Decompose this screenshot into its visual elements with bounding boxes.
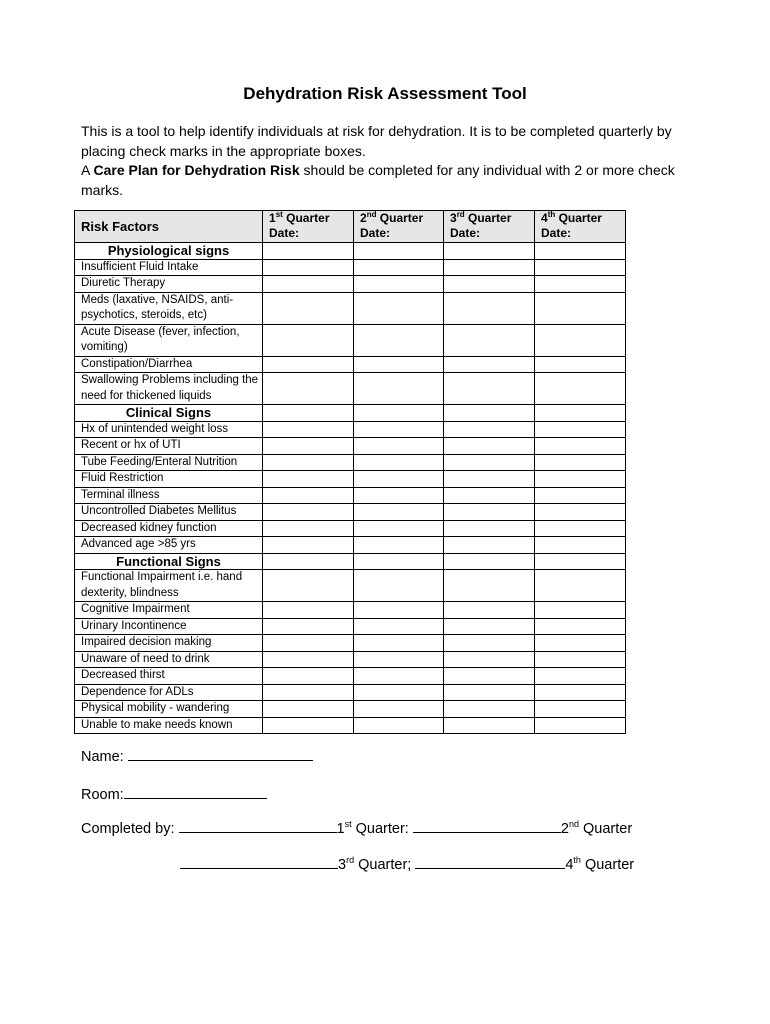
checkmark-box-q1[interactable] bbox=[263, 618, 354, 635]
checkmark-box-q3[interactable] bbox=[444, 373, 535, 405]
checkmark-box-q1[interactable] bbox=[263, 259, 354, 276]
section-row bbox=[75, 553, 626, 570]
checkmark-box-q2[interactable] bbox=[354, 570, 444, 602]
risk-factor-label: Recent or hx of UTI bbox=[75, 438, 263, 455]
table-row bbox=[75, 504, 626, 521]
table-row bbox=[75, 292, 626, 324]
quarter-word: Quarter bbox=[555, 211, 602, 225]
checkmark-box-q2[interactable] bbox=[354, 421, 444, 438]
q4-num: 4 bbox=[565, 857, 574, 873]
risk-factor-label: Meds (laxative, NSAIDS, anti-psychotics, steroids, etc) bbox=[75, 292, 263, 324]
section-empty-cell bbox=[444, 405, 535, 422]
checkmark-box-q1[interactable] bbox=[263, 454, 354, 471]
risk-assessment-table bbox=[74, 210, 626, 734]
checkmark-box-q3[interactable] bbox=[444, 668, 535, 685]
table-row bbox=[75, 717, 626, 734]
checkmark-box-q3[interactable] bbox=[444, 324, 535, 356]
quarter-date-label: Date: bbox=[269, 226, 300, 240]
checkmark-box-q1[interactable] bbox=[263, 717, 354, 734]
checkmark-box-q2[interactable] bbox=[354, 537, 444, 554]
checkmark-box-q2[interactable] bbox=[354, 651, 444, 668]
q1-label: Quarter: bbox=[351, 821, 413, 837]
checkmark-box-q1[interactable] bbox=[263, 602, 354, 619]
checkmark-box-q2[interactable] bbox=[354, 520, 444, 537]
risk-factor-label: Impaired decision making bbox=[75, 635, 263, 652]
care-plan-bold: Care Plan for Dehydration Risk bbox=[93, 162, 300, 178]
checkmark-box-q2[interactable] bbox=[354, 602, 444, 619]
intro-text bbox=[81, 122, 701, 200]
q3-num: 3 bbox=[338, 857, 347, 873]
table-row bbox=[75, 651, 626, 668]
checkmark-box-q4[interactable] bbox=[535, 701, 626, 718]
checkmark-box-q4[interactable] bbox=[535, 292, 626, 324]
checkmark-box-q3[interactable] bbox=[444, 454, 535, 471]
q2-sup: nd bbox=[568, 819, 579, 830]
q4-signature-field[interactable] bbox=[415, 854, 565, 869]
checkmark-box-q3[interactable] bbox=[444, 356, 535, 373]
checkmark-box-q3[interactable] bbox=[444, 259, 535, 276]
section-empty-cell bbox=[354, 405, 444, 422]
checkmark-box-q4[interactable] bbox=[535, 454, 626, 471]
table-row bbox=[75, 635, 626, 652]
risk-factor-label: Hx of unintended weight loss bbox=[75, 421, 263, 438]
quarter-header-4 bbox=[535, 211, 626, 243]
quarter-header-2 bbox=[354, 211, 444, 243]
checkmark-box-q2[interactable] bbox=[354, 276, 444, 293]
section-empty-cell bbox=[263, 553, 354, 570]
checkmark-box-q2[interactable] bbox=[354, 324, 444, 356]
checkmark-box-q3[interactable] bbox=[444, 618, 535, 635]
table-row bbox=[75, 668, 626, 685]
risk-factor-label: Dependence for ADLs bbox=[75, 684, 263, 701]
checkmark-box-q4[interactable] bbox=[535, 324, 626, 356]
quarter-ordinal: th bbox=[547, 210, 556, 219]
section-empty-cell bbox=[354, 553, 444, 570]
section-heading: Physiological signs bbox=[75, 243, 263, 260]
checkmark-box-q4[interactable] bbox=[535, 570, 626, 602]
risk-factor-label: Unable to make needs known bbox=[75, 717, 263, 734]
room-line bbox=[81, 784, 267, 803]
risk-factor-label: Unaware of need to drink bbox=[75, 651, 263, 668]
checkmark-box-q3[interactable] bbox=[444, 292, 535, 324]
checkmark-box-q4[interactable] bbox=[535, 504, 626, 521]
section-empty-cell bbox=[535, 553, 626, 570]
table-row bbox=[75, 570, 626, 602]
checkmark-box-q3[interactable] bbox=[444, 487, 535, 504]
checkmark-box-q1[interactable] bbox=[263, 356, 354, 373]
table-row bbox=[75, 454, 626, 471]
completed-by-label: Completed by: bbox=[81, 821, 179, 837]
checkmark-box-q4[interactable] bbox=[535, 520, 626, 537]
second-completed-by-line bbox=[180, 854, 634, 873]
checkmark-box-q3[interactable] bbox=[444, 537, 535, 554]
q1-signature-field[interactable] bbox=[179, 818, 337, 833]
checkmark-box-q1[interactable] bbox=[263, 421, 354, 438]
intro-paragraph-2 bbox=[81, 161, 701, 200]
checkmark-box-q4[interactable] bbox=[535, 618, 626, 635]
q1-num: 1 bbox=[336, 821, 345, 837]
checkmark-box-q1[interactable] bbox=[263, 324, 354, 356]
table-row bbox=[75, 356, 626, 373]
section-empty-cell bbox=[444, 553, 535, 570]
table-row bbox=[75, 471, 626, 488]
quarter-word: Quarter bbox=[464, 211, 512, 225]
checkmark-box-q2[interactable] bbox=[354, 701, 444, 718]
checkmark-box-q4[interactable] bbox=[535, 668, 626, 685]
checkmark-box-q4[interactable] bbox=[535, 717, 626, 734]
section-empty-cell bbox=[444, 243, 535, 260]
risk-factor-label: Tube Feeding/Enteral Nutrition bbox=[75, 454, 263, 471]
risk-factor-label: Constipation/Diarrhea bbox=[75, 356, 263, 373]
risk-factor-label: Acute Disease (fever, infection, vomiting) bbox=[75, 324, 263, 356]
table-body bbox=[75, 243, 626, 734]
checkmark-box-q4[interactable] bbox=[535, 438, 626, 455]
checkmark-box-q3[interactable] bbox=[444, 471, 535, 488]
checkmark-box-q1[interactable] bbox=[263, 276, 354, 293]
risk-factor-label: Diuretic Therapy bbox=[75, 276, 263, 293]
checkmark-box-q2[interactable] bbox=[354, 356, 444, 373]
q2-num: 2 bbox=[560, 821, 569, 837]
q3-sup: rd bbox=[346, 855, 355, 866]
checkmark-box-q2[interactable] bbox=[354, 504, 444, 521]
table-row bbox=[75, 324, 626, 356]
checkmark-box-q4[interactable] bbox=[535, 356, 626, 373]
quarter-date-label: Date: bbox=[450, 226, 481, 240]
checkmark-box-q4[interactable] bbox=[535, 684, 626, 701]
risk-factor-label: Terminal illness bbox=[75, 487, 263, 504]
checkmark-box-q1[interactable] bbox=[263, 635, 354, 652]
table-row bbox=[75, 259, 626, 276]
checkmark-box-q4[interactable] bbox=[535, 487, 626, 504]
risk-factor-label: Decreased kidney function bbox=[75, 520, 263, 537]
table-row bbox=[75, 438, 626, 455]
risk-factor-label: Functional Impairment i.e. hand dexterity, blindness bbox=[75, 570, 263, 602]
checkmark-box-q1[interactable] bbox=[263, 684, 354, 701]
checkmark-box-q4[interactable] bbox=[535, 259, 626, 276]
risk-factor-label: Advanced age >85 yrs bbox=[75, 537, 263, 554]
quarter-number: 4 bbox=[541, 211, 548, 225]
q4-sup: th bbox=[573, 855, 581, 866]
checkmark-box-q2[interactable] bbox=[354, 454, 444, 471]
checkmark-box-q2[interactable] bbox=[354, 717, 444, 734]
table-row bbox=[75, 618, 626, 635]
table-row bbox=[75, 421, 626, 438]
checkmark-box-q4[interactable] bbox=[535, 373, 626, 405]
q3-label: Quarter; bbox=[354, 857, 416, 873]
q2-label: Quarter bbox=[578, 821, 633, 837]
table-row bbox=[75, 701, 626, 718]
checkmark-box-q3[interactable] bbox=[444, 651, 535, 668]
page-title: Dehydration Risk Assessment Tool bbox=[243, 84, 527, 103]
checkmark-box-q3[interactable] bbox=[444, 520, 535, 537]
checkmark-box-q4[interactable] bbox=[535, 635, 626, 652]
quarter-ordinal: nd bbox=[366, 210, 377, 219]
checkmark-box-q1[interactable] bbox=[263, 292, 354, 324]
quarter-word: Quarter bbox=[376, 211, 424, 225]
risk-factor-label: Decreased thirst bbox=[75, 668, 263, 685]
checkmark-box-q2[interactable] bbox=[354, 373, 444, 405]
table-row bbox=[75, 537, 626, 554]
checkmark-box-q1[interactable] bbox=[263, 487, 354, 504]
table-row bbox=[75, 602, 626, 619]
section-empty-cell bbox=[354, 243, 444, 260]
checkmark-box-q4[interactable] bbox=[535, 537, 626, 554]
table-row bbox=[75, 684, 626, 701]
checkmark-box-q1[interactable] bbox=[263, 520, 354, 537]
quarter-number: 1 bbox=[269, 211, 276, 225]
section-empty-cell bbox=[535, 405, 626, 422]
name-line bbox=[81, 746, 313, 765]
checkmark-box-q1[interactable] bbox=[263, 701, 354, 718]
risk-factor-label: Urinary Incontinence bbox=[75, 618, 263, 635]
quarter-date-label: Date: bbox=[360, 226, 391, 240]
room-label: Room: bbox=[81, 787, 124, 803]
risk-factors-header: Risk Factors bbox=[75, 211, 263, 243]
checkmark-box-q3[interactable] bbox=[444, 635, 535, 652]
checkmark-box-q2[interactable] bbox=[354, 487, 444, 504]
q3-signature-field[interactable] bbox=[180, 854, 338, 869]
checkmark-box-q3[interactable] bbox=[444, 438, 535, 455]
table-row bbox=[75, 276, 626, 293]
checkmark-box-q1[interactable] bbox=[263, 504, 354, 521]
intro-paragraph-1: This is a tool to help identify individuals at risk for dehydration. It is to be completed quarterly by placing check marks in the appropriate boxes. bbox=[81, 123, 672, 159]
section-row bbox=[75, 243, 626, 260]
table-header-row bbox=[75, 211, 626, 243]
checkmark-box-q2[interactable] bbox=[354, 684, 444, 701]
checkmark-box-q1[interactable] bbox=[263, 651, 354, 668]
checkmark-box-q1[interactable] bbox=[263, 438, 354, 455]
checkmark-box-q4[interactable] bbox=[535, 276, 626, 293]
checkmark-box-q4[interactable] bbox=[535, 471, 626, 488]
checkmark-box-q3[interactable] bbox=[444, 602, 535, 619]
checkmark-box-q3[interactable] bbox=[444, 684, 535, 701]
quarter-header-3 bbox=[444, 211, 535, 243]
checkmark-box-q2[interactable] bbox=[354, 292, 444, 324]
section-empty-cell bbox=[535, 243, 626, 260]
table-row bbox=[75, 487, 626, 504]
room-field[interactable] bbox=[124, 784, 267, 799]
checkmark-box-q4[interactable] bbox=[535, 651, 626, 668]
section-empty-cell bbox=[263, 243, 354, 260]
quarter-header-label bbox=[541, 211, 625, 226]
quarter-header-label bbox=[450, 211, 534, 226]
quarter-header-1 bbox=[263, 211, 354, 243]
checkmark-box-q2[interactable] bbox=[354, 438, 444, 455]
completed-by-line bbox=[81, 818, 632, 837]
intro-suffix: should be completed for any individual with 2 or more check marks. bbox=[81, 162, 675, 198]
quarter-word: Quarter bbox=[282, 211, 330, 225]
q2-signature-field[interactable] bbox=[413, 818, 561, 833]
section-empty-cell bbox=[263, 405, 354, 422]
name-field[interactable] bbox=[128, 746, 313, 761]
checkmark-box-q1[interactable] bbox=[263, 537, 354, 554]
risk-factor-label: Cognitive Impairment bbox=[75, 602, 263, 619]
risk-factor-label: Physical mobility - wandering bbox=[75, 701, 263, 718]
quarter-ordinal: st bbox=[275, 210, 283, 219]
checkmark-box-q2[interactable] bbox=[354, 471, 444, 488]
q4-label: Quarter bbox=[580, 857, 635, 873]
checkmark-box-q1[interactable] bbox=[263, 570, 354, 602]
quarter-date-label: Date: bbox=[541, 226, 572, 240]
q1-sup: st bbox=[344, 819, 352, 830]
checkmark-box-q4[interactable] bbox=[535, 602, 626, 619]
section-heading: Functional Signs bbox=[75, 553, 263, 570]
risk-factor-label: Fluid Restriction bbox=[75, 471, 263, 488]
checkmark-box-q1[interactable] bbox=[263, 471, 354, 488]
checkmark-box-q1[interactable] bbox=[263, 373, 354, 405]
table-row bbox=[75, 373, 626, 405]
checkmark-box-q3[interactable] bbox=[444, 570, 535, 602]
checkmark-box-q2[interactable] bbox=[354, 668, 444, 685]
checkmark-box-q3[interactable] bbox=[444, 504, 535, 521]
quarter-ordinal: rd bbox=[456, 210, 465, 219]
quarter-header-label bbox=[269, 211, 353, 226]
checkmark-box-q3[interactable] bbox=[444, 276, 535, 293]
risk-factor-label: Swallowing Problems including the need for thickened liquids bbox=[75, 373, 263, 405]
quarter-header-label bbox=[360, 211, 443, 226]
checkmark-box-q2[interactable] bbox=[354, 259, 444, 276]
checkmark-box-q4[interactable] bbox=[535, 421, 626, 438]
checkmark-box-q3[interactable] bbox=[444, 701, 535, 718]
table-row bbox=[75, 520, 626, 537]
name-label: Name: bbox=[81, 749, 128, 765]
quarter-number: 3 bbox=[450, 211, 457, 225]
section-heading: Clinical Signs bbox=[75, 405, 263, 422]
checkmark-box-q1[interactable] bbox=[263, 668, 354, 685]
checkmark-box-q2[interactable] bbox=[354, 635, 444, 652]
checkmark-box-q3[interactable] bbox=[444, 717, 535, 734]
risk-factor-label: Insufficient Fluid Intake bbox=[75, 259, 263, 276]
checkmark-box-q3[interactable] bbox=[444, 421, 535, 438]
checkmark-box-q2[interactable] bbox=[354, 618, 444, 635]
section-row bbox=[75, 405, 626, 422]
intro-prefix: A bbox=[81, 162, 94, 178]
quarter-number: 2 bbox=[360, 211, 367, 225]
risk-factor-label: Uncontrolled Diabetes Mellitus bbox=[75, 504, 263, 521]
